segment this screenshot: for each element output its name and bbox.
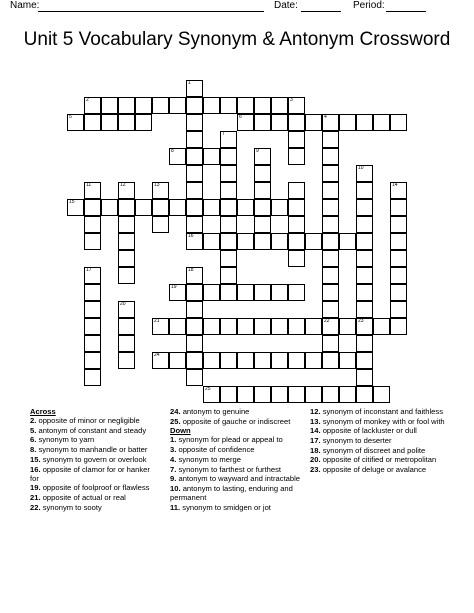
grid-cell[interactable] — [203, 233, 220, 250]
grid-cell[interactable] — [373, 318, 390, 335]
clue-number: 19. — [30, 483, 41, 493]
grid-cell[interactable] — [390, 250, 407, 267]
grid-cell[interactable] — [254, 165, 271, 182]
cell-number: 17 — [86, 267, 92, 273]
grid-cell[interactable] — [118, 97, 135, 114]
grid-cell[interactable] — [118, 114, 135, 131]
clue-item — [170, 465, 305, 474]
grid-cell[interactable] — [84, 114, 101, 131]
grid-cell[interactable] — [237, 233, 254, 250]
grid-cell[interactable] — [220, 148, 237, 165]
grid-cell[interactable] — [186, 131, 203, 148]
grid-cell[interactable] — [322, 148, 339, 165]
grid-cell[interactable] — [322, 267, 339, 284]
cell-number: 24 — [154, 352, 160, 358]
grid-cell[interactable] — [339, 114, 356, 131]
clue-item — [170, 474, 305, 483]
clue-text: opposite of gauche or indiscreet — [182, 416, 291, 426]
grid-cell[interactable] — [135, 114, 152, 131]
grid-cell[interactable] — [390, 267, 407, 284]
grid-cell[interactable] — [203, 148, 220, 165]
clue-text: synonym to manhandle or batter — [38, 445, 148, 455]
grid-cell[interactable] — [356, 233, 373, 250]
clue-text: opposite of clamor for or hanker for — [30, 464, 150, 483]
grid-cell[interactable] — [356, 352, 373, 369]
grid-cell[interactable] — [254, 386, 271, 403]
grid-cell[interactable] — [135, 199, 152, 216]
cell-number: 12 — [120, 182, 126, 188]
clue-text: opposite of deluge or avalance — [322, 465, 427, 475]
grid-cell[interactable] — [118, 318, 135, 335]
grid-cell[interactable] — [390, 199, 407, 216]
grid-cell[interactable] — [356, 199, 373, 216]
cell-number: 1 — [188, 80, 191, 86]
grid-cell[interactable] — [305, 386, 322, 403]
grid-cell[interactable] — [67, 199, 84, 216]
cell-number: 14 — [392, 182, 398, 188]
grid-cell[interactable] — [390, 284, 407, 301]
grid-cell[interactable] — [254, 114, 271, 131]
clue-number: 13. — [310, 416, 321, 426]
grid-cell[interactable] — [322, 335, 339, 352]
clue-item — [30, 455, 160, 464]
clue-item — [170, 445, 305, 454]
grid-cell[interactable] — [220, 284, 237, 301]
across-heading: Across — [30, 407, 56, 416]
grid-cell[interactable] — [390, 182, 407, 199]
grid-cell[interactable] — [186, 97, 203, 114]
grid-cell[interactable] — [101, 97, 118, 114]
grid-cell[interactable] — [101, 114, 118, 131]
grid-cell[interactable] — [84, 199, 101, 216]
grid-cell[interactable] — [220, 216, 237, 233]
clue-number: 18. — [310, 445, 321, 455]
clue-number: 14. — [310, 426, 321, 436]
grid-cell[interactable] — [118, 267, 135, 284]
grid-cell[interactable] — [84, 267, 101, 284]
grid-cell[interactable] — [186, 284, 203, 301]
clue-text: synonym of discreet and polite — [322, 445, 426, 455]
grid-cell[interactable] — [220, 386, 237, 403]
grid-cell[interactable] — [118, 352, 135, 369]
grid-cell[interactable] — [356, 182, 373, 199]
grid-cell[interactable] — [118, 233, 135, 250]
grid-cell[interactable] — [339, 233, 356, 250]
grid-cell[interactable] — [288, 148, 305, 165]
grid-cell[interactable] — [254, 284, 271, 301]
grid-cell[interactable] — [339, 318, 356, 335]
grid-cell[interactable] — [169, 318, 186, 335]
clue-number: 12. — [310, 407, 321, 416]
clue-item — [310, 426, 445, 435]
grid-cell[interactable] — [271, 114, 288, 131]
grid-cell[interactable] — [220, 199, 237, 216]
clue-text: synonym of inconstant and faithless — [322, 407, 443, 416]
grid-cell[interactable] — [186, 165, 203, 182]
cell-number: 25 — [205, 386, 211, 392]
period-label: Period: — [353, 0, 385, 11]
grid-cell[interactable] — [203, 97, 220, 114]
cell-number: 8 — [171, 148, 174, 154]
cell-number: 6 — [239, 114, 242, 120]
cell-number: 15 — [69, 199, 75, 205]
date-label: Date: — [274, 0, 298, 11]
grid-cell[interactable] — [84, 352, 101, 369]
grid-cell[interactable] — [254, 97, 271, 114]
clue-number: 2. — [30, 416, 37, 426]
grid-cell[interactable] — [322, 199, 339, 216]
grid-cell[interactable] — [118, 335, 135, 352]
grid-cell[interactable] — [203, 199, 220, 216]
grid-cell[interactable] — [169, 148, 186, 165]
grid-cell[interactable] — [356, 284, 373, 301]
grid-cell[interactable] — [169, 199, 186, 216]
clue-number: 21. — [30, 493, 41, 502]
grid-cell[interactable] — [305, 318, 322, 335]
grid-cell[interactable] — [288, 216, 305, 233]
down-heading: Down — [170, 426, 191, 436]
grid-cell[interactable] — [67, 114, 84, 131]
clue-text: synonym to smidgen or jot — [182, 502, 271, 512]
grid-cell[interactable] — [220, 182, 237, 199]
clue-text: synonym to govern or overlook — [42, 454, 147, 464]
clue-number: 1. — [170, 435, 177, 445]
grid-cell[interactable] — [254, 216, 271, 233]
cell-number: 21 — [154, 318, 160, 324]
clue-number: 15. — [30, 454, 41, 464]
grid-cell[interactable] — [152, 182, 169, 199]
grid-cell[interactable] — [271, 199, 288, 216]
grid-cell[interactable] — [390, 233, 407, 250]
grid-cell[interactable] — [356, 216, 373, 233]
grid-cell[interactable] — [322, 386, 339, 403]
grid-cell[interactable] — [84, 284, 101, 301]
grid-cell[interactable] — [84, 301, 101, 318]
clue-number: 3. — [170, 445, 177, 455]
grid-cell[interactable] — [356, 369, 373, 386]
grid-cell[interactable] — [186, 352, 203, 369]
clue-number: 20. — [310, 455, 321, 465]
grid-cell[interactable] — [322, 114, 339, 131]
grid-cell[interactable] — [373, 386, 390, 403]
cell-number: 10 — [358, 165, 364, 171]
cell-number: 5 — [69, 114, 72, 120]
grid-cell[interactable] — [322, 284, 339, 301]
grid-cell[interactable] — [84, 369, 101, 386]
cell-number: 2 — [86, 97, 89, 103]
grid-cell[interactable] — [271, 386, 288, 403]
grid-cell[interactable] — [237, 386, 254, 403]
clue-item — [170, 484, 305, 502]
grid-cell[interactable] — [220, 233, 237, 250]
clue-item — [30, 465, 160, 483]
clue-item — [310, 446, 445, 455]
cell-number: 11 — [86, 182, 92, 188]
grid-cell[interactable] — [322, 165, 339, 182]
grid-cell[interactable] — [237, 318, 254, 335]
clue-item — [30, 493, 160, 502]
grid-cell[interactable] — [288, 318, 305, 335]
cell-number: 13 — [154, 182, 160, 188]
grid-cell[interactable] — [118, 216, 135, 233]
grid-cell[interactable] — [390, 114, 407, 131]
grid-cell[interactable] — [220, 267, 237, 284]
grid-cell[interactable] — [288, 284, 305, 301]
clue-number: 16. — [30, 464, 41, 474]
clue-number: 24. — [170, 407, 181, 416]
grid-cell[interactable] — [339, 352, 356, 369]
grid-cell[interactable] — [118, 250, 135, 267]
clue-item — [170, 407, 305, 416]
grid-cell[interactable] — [288, 199, 305, 216]
grid-cell[interactable] — [339, 386, 356, 403]
grid-cell[interactable] — [322, 216, 339, 233]
clue-text: synonym to merge — [178, 454, 241, 464]
clue-text: opposite of confidence — [178, 445, 255, 455]
clue-text: opposite of lackluster or dull — [322, 426, 417, 436]
clue-text: synonym to farthest or furthest — [178, 464, 282, 474]
grid-cell[interactable] — [322, 301, 339, 318]
grid-cell[interactable] — [186, 233, 203, 250]
grid-cell[interactable] — [203, 318, 220, 335]
clue-number: 9. — [170, 474, 177, 484]
page-title: Unit 5 Vocabulary Synonym & Antonym Crossword — [23, 29, 451, 50]
grid-cell[interactable] — [152, 216, 169, 233]
grid-cell[interactable] — [356, 267, 373, 284]
grid-cell[interactable] — [186, 182, 203, 199]
cell-number: 3 — [290, 97, 293, 103]
grid-cell[interactable] — [84, 233, 101, 250]
clue-number: 10. — [170, 483, 181, 493]
clue-item — [30, 503, 160, 512]
grid-cell[interactable] — [186, 216, 203, 233]
grid-cell[interactable] — [271, 233, 288, 250]
clue-text: antonym to genuine — [182, 407, 250, 416]
clue-number: 5. — [30, 425, 37, 435]
grid-cell[interactable] — [169, 97, 186, 114]
grid-cell[interactable] — [186, 301, 203, 318]
grid-cell[interactable] — [220, 318, 237, 335]
clues-column-middle — [170, 407, 305, 512]
grid-cell[interactable] — [186, 148, 203, 165]
grid-cell[interactable] — [186, 114, 203, 131]
grid-cell[interactable] — [84, 182, 101, 199]
grid-cell[interactable] — [356, 318, 373, 335]
clue-text: synonym to deserter — [322, 436, 392, 446]
grid-cell[interactable] — [203, 352, 220, 369]
grid-cell[interactable] — [186, 80, 203, 97]
cell-number: 23 — [358, 318, 364, 324]
grid-cell[interactable] — [356, 165, 373, 182]
grid-cell[interactable] — [118, 182, 135, 199]
clue-text: antonym of constant and steady — [38, 425, 147, 435]
clue-number: 7. — [170, 464, 177, 474]
grid-cell[interactable] — [186, 369, 203, 386]
grid-cell[interactable] — [169, 284, 186, 301]
clue-number: 23. — [310, 465, 321, 475]
name-label: Name: — [10, 0, 40, 11]
grid-cell[interactable] — [152, 318, 169, 335]
grid-cell[interactable] — [305, 352, 322, 369]
clue-number: 8. — [30, 445, 37, 455]
grid-cell[interactable] — [84, 216, 101, 233]
clue-text: antonym to wayward and intractable — [178, 474, 301, 484]
grid-cell[interactable] — [237, 284, 254, 301]
clue-text: opposite of minor or negligible — [38, 416, 140, 426]
clue-text: synonym to yarn — [38, 435, 95, 445]
clue-item — [310, 407, 445, 416]
grid-cell[interactable] — [288, 97, 305, 114]
clue-text: synonym to sooty — [42, 502, 102, 512]
clue-text: opposite of foolproof or flawless — [42, 483, 150, 493]
grid-cell[interactable] — [152, 352, 169, 369]
grid-cell[interactable] — [254, 233, 271, 250]
clue-item — [310, 417, 445, 426]
grid-cell[interactable] — [254, 182, 271, 199]
clue-item — [30, 435, 160, 444]
clue-item — [170, 417, 305, 426]
grid-cell[interactable] — [84, 97, 101, 114]
grid-cell[interactable] — [186, 199, 203, 216]
clue-text: antonym to lasting, enduring and permanent — [170, 483, 293, 502]
grid-cell[interactable] — [356, 114, 373, 131]
grid-cell[interactable] — [237, 352, 254, 369]
clue-number: 17. — [310, 436, 321, 446]
grid-cell[interactable] — [237, 114, 254, 131]
clue-item — [30, 426, 160, 435]
clue-item — [30, 445, 160, 454]
grid-cell[interactable] — [271, 318, 288, 335]
grid-cell[interactable] — [220, 165, 237, 182]
clue-number: 6. — [30, 435, 37, 445]
grid-cell[interactable] — [356, 250, 373, 267]
grid-cell[interactable] — [322, 318, 339, 335]
grid-cell[interactable] — [373, 114, 390, 131]
clue-item — [170, 435, 305, 444]
grid-cell[interactable] — [322, 131, 339, 148]
grid-cell[interactable] — [271, 352, 288, 369]
grid-cell[interactable] — [390, 216, 407, 233]
clue-number: 25. — [170, 416, 181, 426]
grid-cell[interactable] — [84, 318, 101, 335]
grid-cell[interactable] — [288, 233, 305, 250]
cell-number: 4 — [324, 114, 327, 120]
grid-cell[interactable] — [169, 352, 186, 369]
grid-cell[interactable] — [390, 301, 407, 318]
grid-cell[interactable] — [186, 335, 203, 352]
grid-cell[interactable] — [237, 199, 254, 216]
clue-number: 11. — [170, 502, 181, 512]
grid-cell[interactable] — [305, 114, 322, 131]
clue-item — [170, 503, 305, 512]
grid-cell[interactable] — [220, 250, 237, 267]
grid-cell[interactable] — [186, 267, 203, 284]
clue-item — [310, 436, 445, 445]
grid-cell[interactable] — [288, 114, 305, 131]
grid-cell[interactable] — [237, 97, 254, 114]
grid-cell[interactable] — [118, 301, 135, 318]
grid-cell[interactable] — [305, 233, 322, 250]
grid-cell[interactable] — [84, 335, 101, 352]
clues-column-down — [310, 407, 445, 475]
grid-cell[interactable] — [356, 335, 373, 352]
grid-cell[interactable] — [390, 318, 407, 335]
grid-cell[interactable] — [203, 386, 220, 403]
clue-text: opposite of actual or real — [42, 493, 126, 502]
grid-cell[interactable] — [186, 318, 203, 335]
cell-number: 19 — [171, 284, 177, 290]
grid-cell[interactable] — [220, 131, 237, 148]
grid-cell[interactable] — [288, 250, 305, 267]
clue-text: synonym of monkey with or fool with — [322, 416, 445, 426]
grid-cell[interactable] — [322, 250, 339, 267]
grid-cell[interactable] — [254, 318, 271, 335]
grid-cell[interactable] — [322, 182, 339, 199]
clue-item — [310, 465, 445, 474]
grid-cell[interactable] — [271, 284, 288, 301]
cell-number: 18 — [188, 267, 194, 273]
grid-cell[interactable] — [322, 233, 339, 250]
clue-item — [30, 483, 160, 492]
clue-item — [30, 416, 160, 425]
clues-column-across — [30, 407, 160, 512]
grid-cell[interactable] — [288, 131, 305, 148]
cell-number: 22 — [324, 318, 330, 324]
grid-cell[interactable] — [203, 284, 220, 301]
grid-cell[interactable] — [254, 352, 271, 369]
cell-number: 16 — [188, 233, 194, 239]
grid-cell[interactable] — [220, 97, 237, 114]
grid-cell[interactable] — [322, 352, 339, 369]
grid-cell[interactable] — [152, 199, 169, 216]
grid-cell[interactable] — [254, 199, 271, 216]
grid-cell[interactable] — [135, 97, 152, 114]
grid-cell[interactable] — [288, 352, 305, 369]
grid-cell[interactable] — [356, 301, 373, 318]
grid-cell[interactable] — [152, 97, 169, 114]
grid-cell[interactable] — [288, 386, 305, 403]
grid-cell[interactable] — [220, 352, 237, 369]
grid-cell[interactable] — [271, 97, 288, 114]
grid-cell[interactable] — [118, 199, 135, 216]
clue-item — [170, 455, 305, 464]
clue-item — [310, 455, 445, 464]
clue-text: synonym for plead or appeal to — [178, 435, 283, 445]
grid-cell[interactable] — [101, 199, 118, 216]
cell-number: 20 — [120, 301, 126, 307]
cell-number: 9 — [256, 148, 259, 154]
cell-number: 7 — [222, 131, 225, 137]
grid-cell[interactable] — [288, 182, 305, 199]
clue-text: opposite of citified or metropolitan — [322, 455, 437, 465]
clue-number: 22. — [30, 502, 41, 512]
grid-cell[interactable] — [254, 148, 271, 165]
clue-number: 4. — [170, 454, 177, 464]
grid-cell[interactable] — [356, 386, 373, 403]
